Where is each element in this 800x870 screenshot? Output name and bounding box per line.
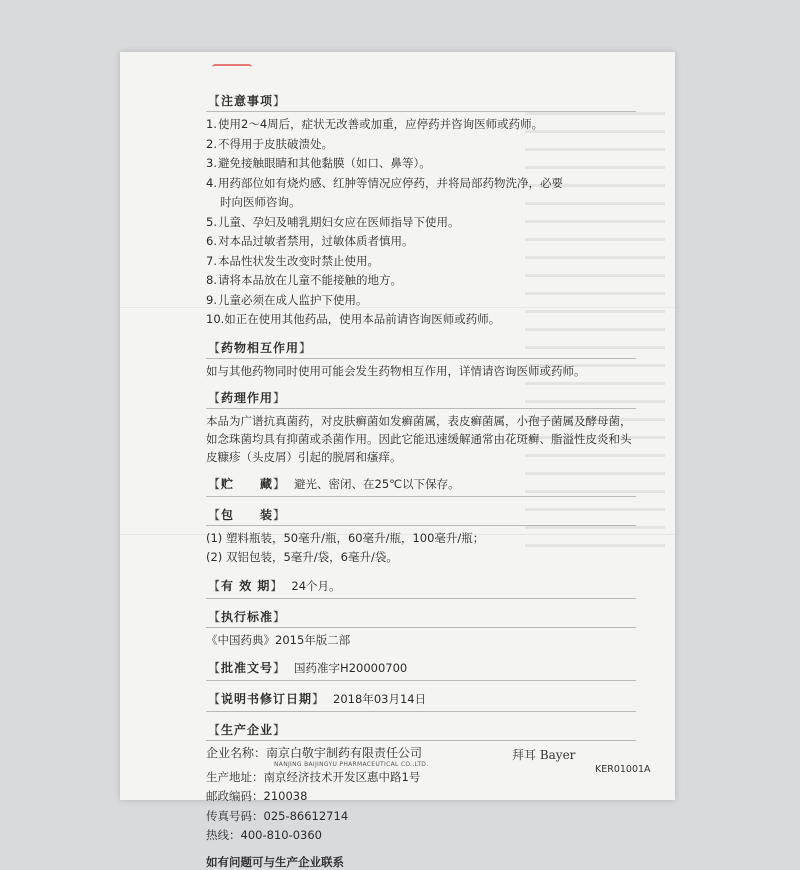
section-header: 【注意事项】 bbox=[208, 94, 287, 108]
divider bbox=[206, 408, 636, 409]
leaflet-paper bbox=[120, 52, 675, 869]
section-header: 【生产企业】 bbox=[208, 723, 287, 737]
section-header: 【说明书修订日期】 bbox=[208, 692, 326, 706]
precaution-item: 4.用药部位如有烧灼感、红肿等情况应停药，并将局部药物洗净，必要 bbox=[206, 175, 563, 190]
section-validity bbox=[206, 575, 636, 599]
section-approval bbox=[206, 657, 636, 681]
section-header: 【执行标准】 bbox=[208, 609, 287, 624]
section-pharmacology bbox=[206, 387, 636, 466]
brand-name: 拜耳 Bayer bbox=[512, 748, 576, 762]
address-row: 生产地址：南京经济技术开发区惠中路1号 bbox=[206, 769, 421, 784]
section-manufacturer bbox=[206, 719, 636, 846]
section-packaging bbox=[206, 504, 636, 568]
divider bbox=[206, 358, 636, 359]
storage-value: 避光、密闭、在25℃以下保存。 bbox=[294, 476, 460, 491]
precaution-item: 7.本品性状发生改变时禁止使用。 bbox=[206, 253, 379, 268]
postal-row: 邮政编码：210038 bbox=[206, 789, 308, 803]
pharmacology-text: 本品为广谱抗真菌药，对皮肤癣菌如发癣菌属，表皮癣菌属，小孢子菌属及酵母菌，如念珠菌均具有抑菌或杀菌作用。因此它能迅速缓解通常由花斑癣、脂溢性皮炎和头皮糠疹（头皮屑）引起的脱屑和瘙痒。 bbox=[206, 413, 632, 464]
standard-value: 《中国药典》2015年版二部 bbox=[206, 632, 351, 647]
section-precautions bbox=[206, 90, 636, 330]
revision-value: 2018年03月14日 bbox=[333, 692, 427, 706]
divider bbox=[206, 740, 636, 741]
section-header: 【包 装】 bbox=[208, 507, 287, 522]
precaution-item: 10.如正在使用其他药品，使用本品前请咨询医师或药师。 bbox=[206, 312, 501, 326]
section-header: 【贮 藏】 bbox=[208, 476, 287, 491]
divider bbox=[206, 525, 636, 526]
divider bbox=[206, 627, 636, 628]
interaction-text: 如与其他药物同时使用可能会发生药物相互作用，详情请咨询医师或药师。 bbox=[206, 363, 586, 378]
precaution-item-continued: 时向医师咨询。 bbox=[220, 195, 301, 209]
divider bbox=[206, 680, 636, 681]
packaging-item: (2) 双铝包装，5毫升/袋，6毫升/袋。 bbox=[206, 550, 398, 564]
precaution-item: 8.请将本品放在儿童不能接触的地方。 bbox=[206, 273, 402, 287]
contact-note: 如有问题可与生产企业联系 bbox=[206, 854, 344, 869]
section-header: 【药理作用】 bbox=[208, 390, 287, 405]
precaution-item: 5.儿童、孕妇及哺乳期妇女应在医师指导下使用。 bbox=[206, 214, 460, 229]
precaution-item: 2.不得用于皮肤破溃处。 bbox=[206, 136, 333, 151]
fax-row: 传真号码：025-86612714 bbox=[206, 808, 349, 823]
precautions-list bbox=[206, 115, 636, 330]
divider bbox=[206, 111, 636, 112]
company-name-en: NANJING BAIJINGYU PHARMACEUTICAL CO.,LTD. bbox=[274, 760, 429, 768]
section-header: 【有 效 期】 bbox=[208, 578, 284, 593]
company-name: 南京白敬宇制药有限责任公司 bbox=[266, 746, 423, 760]
validity-value: 24个月。 bbox=[291, 578, 341, 593]
precaution-item: 9.儿童必须在成人监护下使用。 bbox=[206, 292, 368, 307]
precaution-item: 6.对本品过敏者禁用，过敏体质者慎用。 bbox=[206, 234, 414, 248]
section-interaction bbox=[206, 337, 636, 380]
divider bbox=[206, 711, 636, 712]
section-header: 【批准文号】 bbox=[208, 661, 287, 675]
precaution-item: 1.使用2～4周后，症状无改善或加重，应停药并咨询医师或药师。 bbox=[206, 117, 544, 131]
divider bbox=[206, 598, 636, 599]
section-header: 【药物相互作用】 bbox=[208, 340, 313, 355]
approval-value: 国药准字H20000700 bbox=[294, 661, 408, 675]
document-code: KER01001A bbox=[595, 764, 651, 775]
company-name-row: 企业名称：南京白敬宇制药有限责任公司 bbox=[206, 746, 423, 760]
divider bbox=[206, 496, 636, 497]
hotline-row: 热线：400-810-0360 bbox=[206, 828, 322, 842]
precaution-item: 3.避免接触眼睛和其他黏膜（如口、鼻等）。 bbox=[206, 156, 431, 170]
section-standard bbox=[206, 606, 636, 651]
packaging-item: (1) 塑料瓶装，50毫升/瓶，60毫升/瓶，100毫升/瓶； bbox=[206, 530, 485, 545]
red-stamp-mark bbox=[212, 64, 252, 74]
section-storage bbox=[206, 473, 636, 497]
section-revision bbox=[206, 688, 636, 712]
